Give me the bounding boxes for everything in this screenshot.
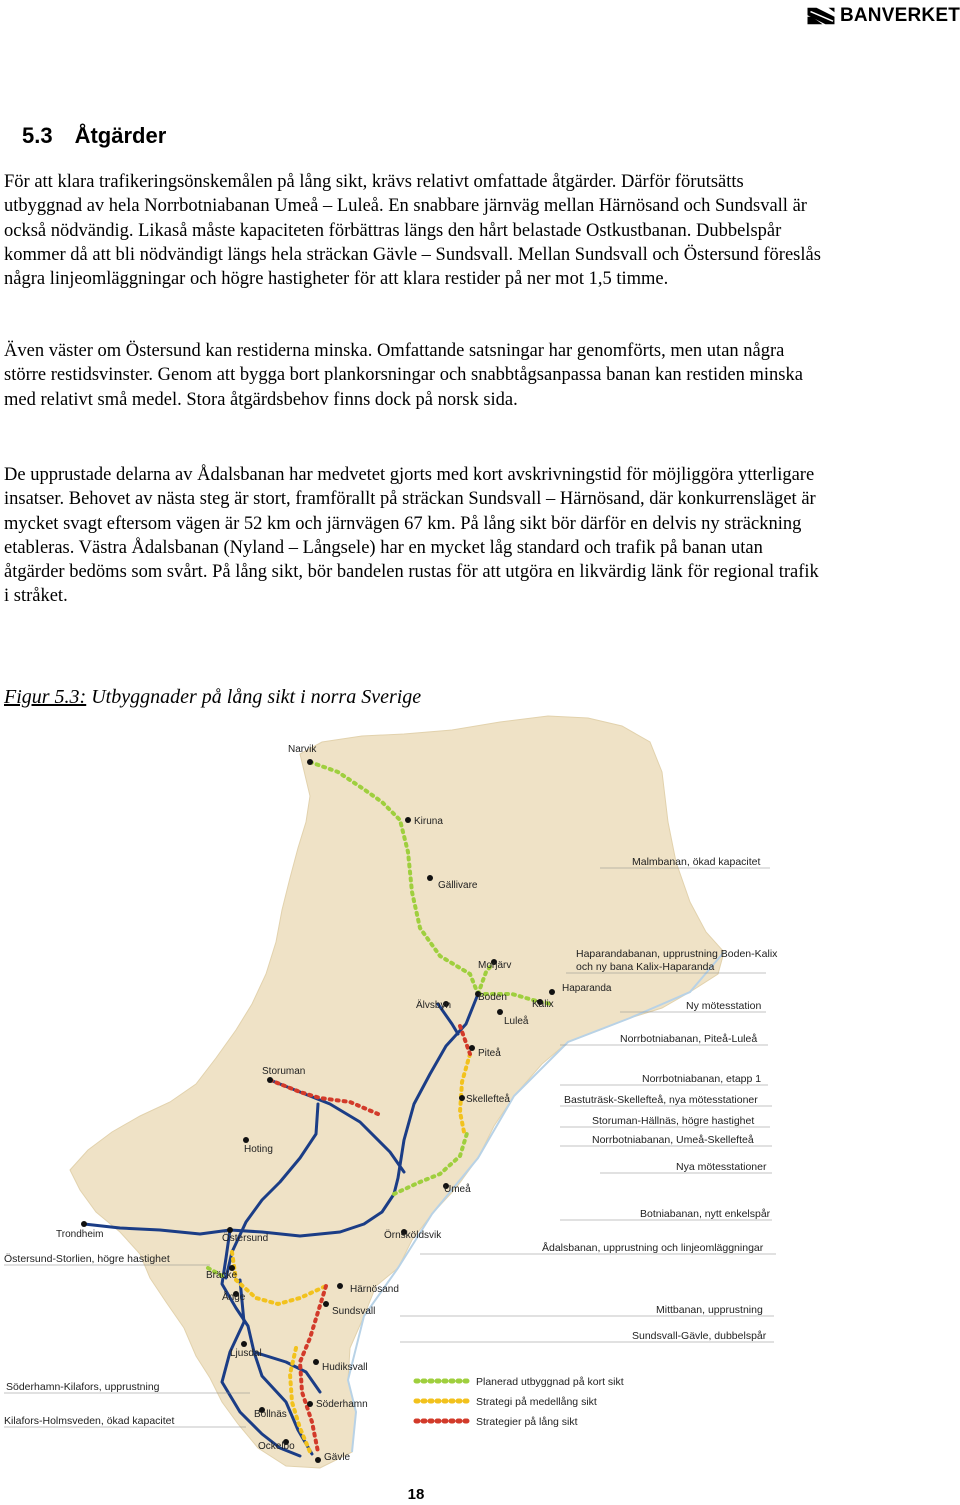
annotation-haparandabanan-2: och ny bana Kalix-Haparanda: [576, 961, 715, 973]
section-heading: [22, 123, 166, 149]
map-legend: [416, 1376, 624, 1428]
city-harnosand: Härnösand: [350, 1284, 399, 1295]
annotation-nya-motesstationer: Nya mötesstationer: [676, 1161, 767, 1173]
city-lulea: Luleå: [504, 1016, 529, 1027]
city-kiruna: Kiruna: [414, 816, 443, 827]
city-kalix: Kalix: [532, 999, 554, 1010]
city-storuman: Storuman: [262, 1066, 306, 1077]
city-gavle: Gävle: [324, 1452, 351, 1463]
city-narvik: Narvik: [288, 744, 317, 755]
annotation-norrbotniabanan-etapp1: Norrbotniabanan, etapp 1: [642, 1073, 762, 1085]
map-land: [70, 716, 724, 1468]
city-hoting: Hoting: [244, 1144, 273, 1155]
city-skelleftea: Skellefteå: [466, 1094, 510, 1105]
city-ockelbo: Ockelbo: [258, 1441, 295, 1452]
annotation-adalsbanan: Ådalsbanan, upprustning och linjeomläggningar: [542, 1242, 764, 1254]
city-hudiksvall: Hudiksvall: [322, 1362, 368, 1373]
city-alvsbyn: Älvsbyn: [416, 1000, 452, 1011]
paragraph-3: De upprustade delarna av Ådalsbanan har medvetet gjorts med kort avskrivningstid för möjliggöra ytterligare insatser. Behovet av nästa steg är stort, framförallt på sträckan Sundsvall – Härnösand, där konkurrensläget är mycket svagt eftersom vägen är 52 km och järnvägen 67 km. På lång sikt bör därför en delvis ny sträckning etableras. Västra Ådalsbanan (Nyland – Långsele) har en mycket låg standard och trafik på banan utan åtgärder bedöms som svårt. På lång sikt, bör bandelen rustas för att utgöra en likvärdig länk för regional trafik i stråket.: [4, 465, 819, 607]
annotation-storuman-hallnas: Storuman-Hällnäs, högre hastighet: [592, 1115, 755, 1127]
annotation-botniabanan: Botniabanan, nytt enkelspår: [640, 1208, 771, 1220]
city-soderhamn: Söderhamn: [316, 1399, 368, 1410]
annotation-norrbotniabanan-pitea: Norrbotniabanan, Piteå-Luleå: [620, 1033, 758, 1045]
banverket-emblem-icon: [806, 3, 836, 29]
city-haparanda: Haparanda: [562, 983, 612, 994]
paragraph-2: Även väster om Östersund kan restiderna minska. Omfattande satsningar har genomförts, men utan några större restidsvinster. Genom att bygga bort plankorsningar och snabbtågsanpassa banan kan restiden minska med relativt små medel. Stora åtgärdsbehov finns dock på norsk sida.: [4, 341, 803, 410]
city-pitea: Piteå: [478, 1048, 501, 1059]
annotation-malmbanan: Malmbanan, ökad kapacitet: [632, 856, 761, 868]
annotation-sundsvall-gavle: Sundsvall-Gävle, dubbelspår: [632, 1330, 767, 1342]
page-number: 18: [407, 1486, 425, 1503]
city-bracke: Bräcke: [206, 1270, 238, 1281]
city-ornskoldsvik: Örnsköldsvik: [384, 1230, 442, 1241]
city-umea: Umeå: [444, 1184, 471, 1195]
legend-medium: Strategi på medellång sikt: [476, 1396, 597, 1408]
paragraph-1: För att klara trafikeringsönskemålen på lång sikt, krävs relativt omfattade åtgärder. Därför förutsätts utbyggnad av hela Norrbotniabanan Umeå – Luleå. En snabbare järnväg mellan Härnösand och Sundsvall är också nödvändig. Likaså måste kapaciteten förbättras längs den hårt belastade Ostkustbanan. Dubbelspår kommer då att bli nödvändigt längs hela sträckan Gävle – Sundsvall. Mellan Sundsvall och Östersund föreslås några linjeomläggningar och högre hastigheter för att klara restider på ner mot 1,5 timme.: [4, 172, 821, 290]
annotation-norrbotniabanan-umea: Norrbotniabanan, Umeå-Skellefteå: [592, 1134, 754, 1146]
figure-caption: [4, 686, 421, 709]
section-number: 5.3: [22, 123, 53, 148]
figure-caption-text: Utbyggnader på lång sikt i norra Sverige: [86, 686, 422, 708]
city-bollnas: Bollnäs: [254, 1409, 287, 1420]
city-ange: Ånge: [222, 1292, 246, 1303]
legend-planned: Planerad utbyggnad på kort sikt: [476, 1376, 624, 1388]
legend-long: Strategier på lång sikt: [476, 1416, 578, 1428]
city-gallivare: Gällivare: [438, 880, 478, 891]
annotation-soderhamn-kilafors: Söderhamn-Kilafors, upprustning: [6, 1381, 160, 1393]
annotation-basturask: Bastuträsk-Skellefteå, nya mötesstationer: [564, 1094, 758, 1106]
city-sundsvall: Sundsvall: [332, 1306, 376, 1317]
banverket-logo: [806, 2, 960, 30]
railway-map: [0, 712, 960, 1480]
city-boden: Boden: [478, 992, 507, 1003]
city-ljusdal: Ljusdal: [230, 1348, 262, 1359]
figure-label: Figur 5.3:: [4, 686, 87, 708]
city-ostersund: Östersund: [222, 1233, 269, 1244]
annotation-kilafors-holmsveden: Kilafors-Holmsveden, ökad kapacitet: [4, 1415, 175, 1427]
annotation-ny-motesstation: Ny mötesstation: [686, 1000, 762, 1012]
section-title: Åtgärder: [74, 123, 167, 148]
city-trondheim: Trondheim: [56, 1229, 104, 1240]
annotation-ostersund-storlien: Östersund-Storlien, högre hastighet: [4, 1253, 170, 1265]
annotation-haparandabanan-1: Haparandabanan, upprustning Boden-Kalix: [576, 948, 778, 960]
annotation-mittbanan: Mittbanan, upprustning: [656, 1304, 763, 1316]
city-morjarv: Morjärv: [478, 960, 512, 971]
logo-text: BANVERKET: [839, 5, 960, 26]
